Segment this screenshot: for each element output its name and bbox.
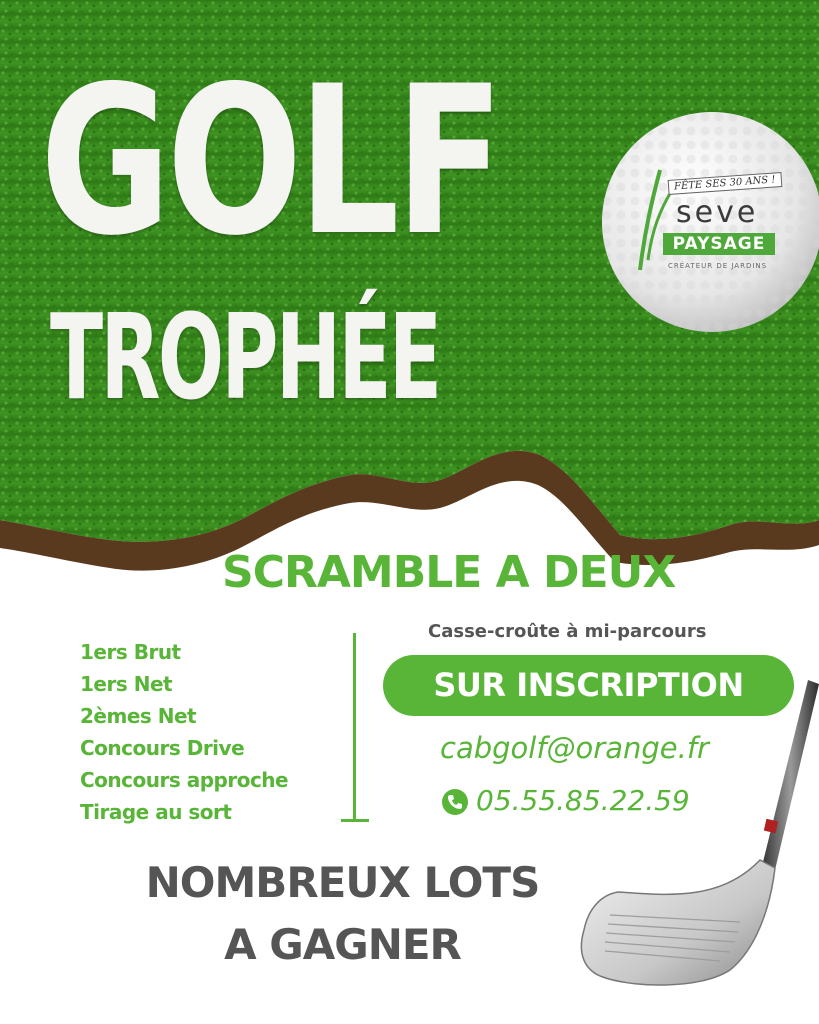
email-link[interactable]: cabgolf@orange.fr — [440, 731, 709, 765]
vertical-divider — [353, 633, 356, 821]
prize-item: 1ers Brut — [80, 640, 181, 664]
prize-list — [80, 636, 288, 828]
golf-club-image — [570, 670, 819, 1000]
prizes-banner-line2: A GAGNER — [224, 920, 461, 969]
prizes-banner-line1: NOMBREUX LOTS — [145, 858, 540, 907]
snack-note: Casse-croûte à mi-parcours — [428, 621, 707, 642]
phone-icon — [441, 788, 469, 816]
prizes-banner — [100, 852, 585, 976]
prize-item: Concours Drive — [80, 736, 245, 760]
prize-item: 2èmes Net — [80, 704, 197, 728]
title-trophee: TROPHÉE — [50, 288, 440, 426]
sponsor-badge: FÊTE SES 30 ANS ! — [668, 172, 782, 195]
prize-item: 1ers Net — [80, 672, 173, 696]
sponsor-tagline: CRÉATEUR DE JARDINS — [668, 262, 768, 270]
registration-button[interactable]: SUR INSCRIPTION — [383, 655, 794, 716]
sponsor-name: seve — [676, 195, 759, 230]
title-golf: GOLF — [40, 43, 500, 281]
prize-item: Concours approche — [80, 768, 289, 792]
format-heading: SCRAMBLE A DEUX — [222, 547, 676, 598]
phone-number[interactable]: 05.55.85.22.59 — [476, 784, 690, 817]
sponsor-sub: PAYSAGE — [663, 233, 775, 255]
divider-foot — [341, 819, 369, 822]
prize-item: Tirage au sort — [80, 800, 232, 824]
